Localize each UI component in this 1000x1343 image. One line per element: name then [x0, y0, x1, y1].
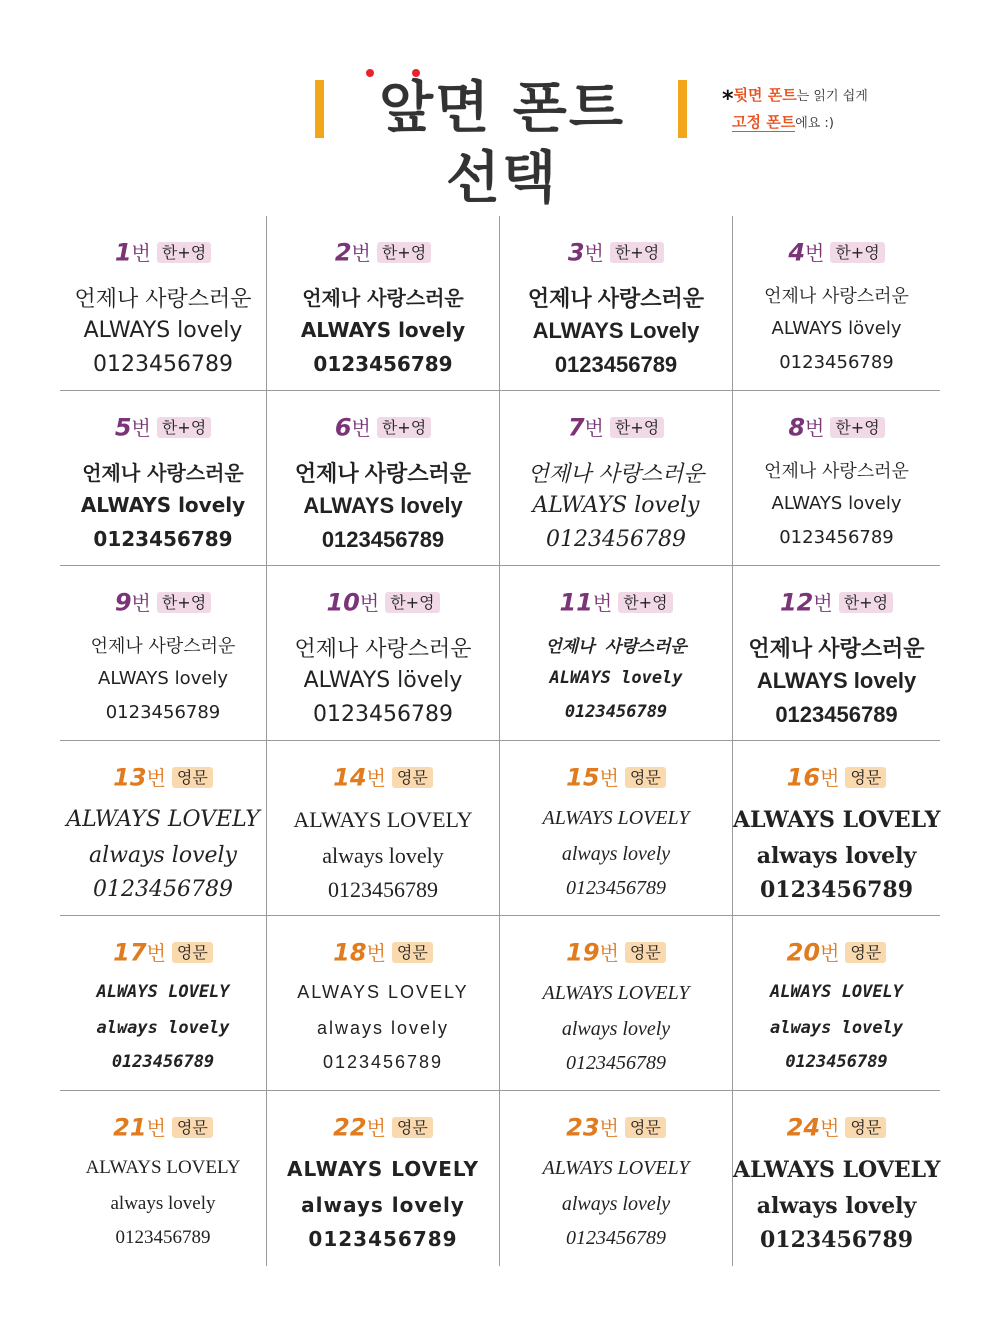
font-number-suffix: 번 — [351, 415, 371, 440]
font-option-17[interactable] — [60, 916, 267, 1091]
language-tag: 영문 — [845, 767, 886, 788]
sample-line-2: ALWAYS Lovely — [532, 318, 700, 343]
sample-line-1: ALWAYS LOVELY — [96, 982, 230, 1002]
sample-line-2: ALWAYS lovely — [300, 318, 466, 342]
note-line1-rest: 는 읽기 쉽게 — [796, 89, 868, 104]
font-number-suffix: 번 — [805, 415, 825, 440]
sample-line-2: ALWAYS lovely — [549, 668, 683, 688]
font-number-suffix: 번 — [359, 590, 380, 615]
title-bar-right — [678, 80, 687, 138]
font-number: 9 — [114, 588, 132, 617]
sample-line-1: ALWAYS LOVELY — [293, 807, 473, 832]
font-number: 12 — [779, 588, 814, 617]
font-option-14[interactable] — [267, 741, 500, 916]
sample-line-3: 0123456789 — [105, 702, 221, 723]
sample-line-1: 언제나 사랑스러운 — [527, 286, 705, 311]
font-number: 15 — [566, 763, 600, 792]
sample-line-2: ALWAYS lövely — [303, 668, 463, 693]
font-option-19[interactable] — [500, 916, 733, 1091]
note-back-font: 뒷면 폰트 — [733, 86, 797, 104]
sample-line-2: always lovely — [561, 1193, 671, 1215]
font-option-header — [267, 238, 499, 266]
font-option-16[interactable] — [733, 741, 940, 916]
font-option-header — [267, 413, 499, 441]
sample-line-3: 0123456789 — [321, 527, 445, 552]
language-tag: 영문 — [172, 1117, 213, 1138]
font-number-suffix: 번 — [805, 240, 825, 265]
sample-line-2: always lovely — [561, 1018, 671, 1040]
page-title: 앞면 폰트 선택 — [379, 76, 625, 211]
language-tag: 한+영 — [610, 242, 664, 263]
sample-line-2: ALWAYS lovely — [771, 493, 902, 514]
sample-line-3: 0123456789 — [759, 1227, 914, 1253]
sample-line-3: 0123456789 — [313, 702, 453, 727]
font-number: 5 — [114, 413, 132, 442]
font-option-header — [500, 413, 732, 441]
font-number-suffix: 번 — [599, 765, 619, 790]
sample-line-2: always lovely — [88, 843, 237, 868]
font-number-suffix: 번 — [584, 415, 604, 440]
language-tag: 한+영 — [377, 242, 431, 263]
font-number-suffix: 번 — [146, 765, 166, 790]
font-option-header — [500, 238, 732, 266]
font-number: 10 — [326, 588, 360, 617]
language-tag: 한+영 — [830, 242, 884, 263]
sample-line-3: 0123456789 — [785, 1052, 888, 1072]
sample-line-2: ALWAYS lovely — [83, 318, 243, 343]
font-option-header — [60, 938, 266, 966]
language-tag: 영문 — [625, 942, 666, 963]
sample-line-2: always lovely — [756, 843, 917, 869]
font-option-header — [267, 763, 499, 791]
font-option-20[interactable] — [733, 916, 940, 1091]
font-number: 2 — [334, 238, 352, 267]
sample-line-3: 0123456789 — [328, 877, 438, 902]
language-tag: 한+영 — [839, 592, 893, 613]
font-number-suffix: 번 — [813, 590, 833, 615]
language-tag: 영문 — [845, 942, 886, 963]
font-option-header — [733, 588, 940, 616]
font-option-header — [500, 588, 732, 616]
font-option-header — [500, 938, 732, 966]
note-line2-rest: 에요 :) — [795, 116, 834, 131]
sample-line-3: 0123456789 — [554, 352, 678, 377]
font-number-suffix: 번 — [584, 240, 604, 265]
sample-line-1: ALWAYS LOVELY — [85, 1157, 241, 1178]
font-number-suffix: 번 — [131, 240, 151, 265]
sample-line-3: 0123456789 — [566, 1052, 666, 1074]
font-option-header — [60, 413, 266, 441]
sample-line-2: always lovely — [96, 1018, 230, 1038]
sample-line-3: 0123456789 — [779, 527, 894, 548]
font-number: 6 — [334, 413, 352, 442]
language-tag: 영문 — [392, 767, 433, 788]
sample-line-1: ALWAYS LOVELY — [297, 982, 469, 1002]
sample-line-3: 0123456789 — [759, 877, 914, 903]
sample-line-3: 0123456789 — [115, 1227, 211, 1248]
font-number-suffix: 번 — [599, 1115, 619, 1140]
font-option-header — [733, 763, 940, 791]
font-option-6[interactable] — [267, 391, 500, 566]
font-option-header — [733, 238, 940, 266]
sample-line-1: ALWAYS LOVELY — [542, 807, 690, 829]
page-header — [0, 70, 1000, 211]
font-option-header — [267, 588, 499, 616]
sample-line-1: 언제나 사랑스러운 — [527, 462, 705, 487]
font-option-5[interactable] — [60, 391, 267, 566]
sample-line-3: 0123456789 — [111, 1052, 215, 1072]
language-tag: 한+영 — [157, 417, 211, 438]
font-number-suffix: 번 — [131, 590, 151, 615]
font-number: 23 — [566, 1113, 600, 1142]
sample-line-1: 언제나 사랑스러운 — [294, 637, 472, 662]
font-number-suffix: 번 — [366, 765, 386, 790]
sample-line-3: 0123456789 — [93, 352, 233, 377]
font-option-header — [733, 938, 940, 966]
sample-line-1: 언제나 사랑스러운 — [74, 287, 252, 312]
sample-line-2: always lovely — [756, 1193, 917, 1219]
sample-line-3: 0123456789 — [779, 352, 894, 373]
font-option-7[interactable] — [500, 391, 733, 566]
sample-line-1: 언제나 사랑스러운 — [764, 286, 909, 307]
sample-line-1: 언제나 사랑스러운 — [545, 637, 687, 657]
font-option-11[interactable] — [500, 566, 733, 741]
sample-line-2: always lovely — [316, 1018, 450, 1038]
font-number: 4 — [788, 238, 806, 267]
font-number: 21 — [113, 1113, 147, 1142]
font-option-header — [733, 413, 940, 441]
language-tag: 한+영 — [157, 242, 211, 263]
sample-line-2: ALWAYS lovely — [80, 493, 246, 517]
language-tag: 한+영 — [830, 417, 884, 438]
font-option-header — [60, 588, 266, 616]
font-number: 8 — [788, 413, 806, 442]
sample-line-2: always lovely — [561, 843, 671, 865]
sample-line-1: ALWAYS LOVELY — [542, 982, 690, 1004]
font-option-12[interactable] — [733, 566, 940, 741]
sample-line-2: always lovely — [301, 1193, 465, 1217]
font-option-grid — [60, 216, 940, 1266]
sample-line-1: ALWAYS LOVELY — [733, 807, 941, 833]
font-option-21[interactable] — [60, 1091, 267, 1266]
language-tag: 영문 — [625, 767, 666, 788]
sample-line-3: 0123456789 — [93, 527, 233, 551]
language-tag: 한+영 — [610, 417, 664, 438]
font-option-24[interactable] — [733, 1091, 940, 1266]
sample-line-3: 0123456789 — [546, 527, 686, 552]
sample-line-2: ALWAYS lovely — [756, 668, 917, 693]
font-number: 16 — [786, 763, 821, 792]
font-number: 14 — [333, 763, 367, 792]
language-tag: 한+영 — [385, 592, 439, 613]
language-tag: 영문 — [172, 767, 213, 788]
font-option-8[interactable] — [733, 391, 940, 566]
sample-line-3: 0123456789 — [313, 352, 453, 376]
font-number: 20 — [786, 938, 821, 967]
font-number-suffix: 번 — [820, 1115, 840, 1140]
sample-line-1: ALWAYS LOVELY — [66, 807, 260, 832]
font-option-header — [733, 1113, 940, 1141]
font-number: 1 — [114, 238, 132, 267]
font-number-suffix: 번 — [366, 940, 386, 965]
font-number-suffix: 번 — [146, 940, 166, 965]
sample-line-2: ALWAYS lovely — [532, 493, 700, 518]
font-option-13[interactable] — [60, 741, 267, 916]
sample-line-1: ALWAYS LOVELY — [287, 1157, 479, 1181]
font-option-2[interactable] — [267, 216, 500, 391]
font-option-header — [267, 938, 499, 966]
font-number-suffix: 번 — [820, 765, 840, 790]
language-tag: 한+영 — [377, 417, 431, 438]
language-tag: 영문 — [392, 1117, 433, 1138]
sample-line-2: always lovely — [769, 1018, 904, 1038]
font-option-header — [60, 1113, 266, 1141]
sample-line-1: ALWAYS LOVELY — [769, 982, 904, 1002]
sample-line-2: ALWAYS lövely — [771, 318, 902, 339]
font-number-suffix: 번 — [146, 1115, 166, 1140]
font-number: 24 — [786, 1113, 821, 1142]
sample-line-3: 0123456789 — [566, 877, 666, 899]
font-number: 3 — [567, 238, 585, 267]
sample-line-1: ALWAYS LOVELY — [542, 1157, 690, 1179]
sample-line-3: 0123456789 — [93, 877, 233, 902]
sample-line-3: 0123456789 — [308, 1227, 458, 1251]
sample-line-3: 0123456789 — [566, 1227, 666, 1249]
font-option-23[interactable] — [500, 1091, 733, 1266]
font-number-suffix: 번 — [131, 415, 151, 440]
font-option-18[interactable] — [267, 916, 500, 1091]
font-number-suffix: 번 — [592, 590, 613, 615]
font-number: 11 — [559, 588, 593, 617]
font-number-suffix: 번 — [599, 940, 619, 965]
font-option-header — [500, 1113, 732, 1141]
language-tag: 한+영 — [618, 592, 672, 613]
sample-line-1: ALWAYS LOVELY — [733, 1157, 941, 1183]
sample-line-2: always lovely — [322, 843, 444, 868]
language-tag: 한+영 — [157, 592, 211, 613]
font-number: 18 — [333, 938, 367, 967]
sample-line-1: 언제나 사랑스러운 — [748, 636, 925, 661]
title-bar-left — [315, 80, 324, 138]
note-asterisk: * — [722, 87, 734, 112]
font-number-suffix: 번 — [366, 1115, 386, 1140]
font-option-header — [500, 763, 732, 791]
font-option-22[interactable] — [267, 1091, 500, 1266]
sample-line-1: 언제나 사랑스러운 — [82, 461, 244, 485]
sample-line-3: 0123456789 — [322, 1052, 444, 1072]
sample-line-1: 언제나 사랑스러운 — [90, 636, 236, 657]
sample-line-2: ALWAYS lovely — [98, 668, 228, 689]
font-option-1[interactable] — [60, 216, 267, 391]
sample-line-1: 언제나 사랑스러운 — [294, 461, 472, 486]
font-number-suffix: 번 — [820, 940, 840, 965]
language-tag: 영문 — [625, 1117, 666, 1138]
sample-line-1: 언제나 사랑스러운 — [764, 461, 909, 482]
font-option-header — [60, 763, 266, 791]
font-option-header — [267, 1113, 499, 1141]
font-option-header — [60, 238, 266, 266]
font-number: 22 — [333, 1113, 367, 1142]
font-number: 7 — [567, 413, 585, 442]
font-option-15[interactable] — [500, 741, 733, 916]
language-tag: 영문 — [845, 1117, 886, 1138]
font-number-suffix: 번 — [351, 240, 371, 265]
font-option-10[interactable] — [267, 566, 500, 741]
sample-line-3: 0123456789 — [775, 702, 898, 727]
sample-line-2: always lovely — [110, 1193, 216, 1214]
language-tag: 영문 — [392, 942, 433, 963]
font-option-4[interactable] — [733, 216, 940, 391]
sample-line-1: 언제나 사랑스러운 — [302, 286, 464, 310]
font-number: 13 — [113, 763, 147, 792]
note-fixed-font: 고정 폰트 — [732, 113, 796, 131]
language-tag: 영문 — [172, 942, 213, 963]
font-option-3[interactable] — [500, 216, 733, 391]
font-number: 19 — [566, 938, 600, 967]
sample-line-3: 0123456789 — [564, 702, 668, 722]
header-note — [722, 84, 868, 135]
sample-line-2: ALWAYS lovely — [303, 493, 463, 518]
font-number: 17 — [113, 938, 147, 967]
font-option-9[interactable] — [60, 566, 267, 741]
